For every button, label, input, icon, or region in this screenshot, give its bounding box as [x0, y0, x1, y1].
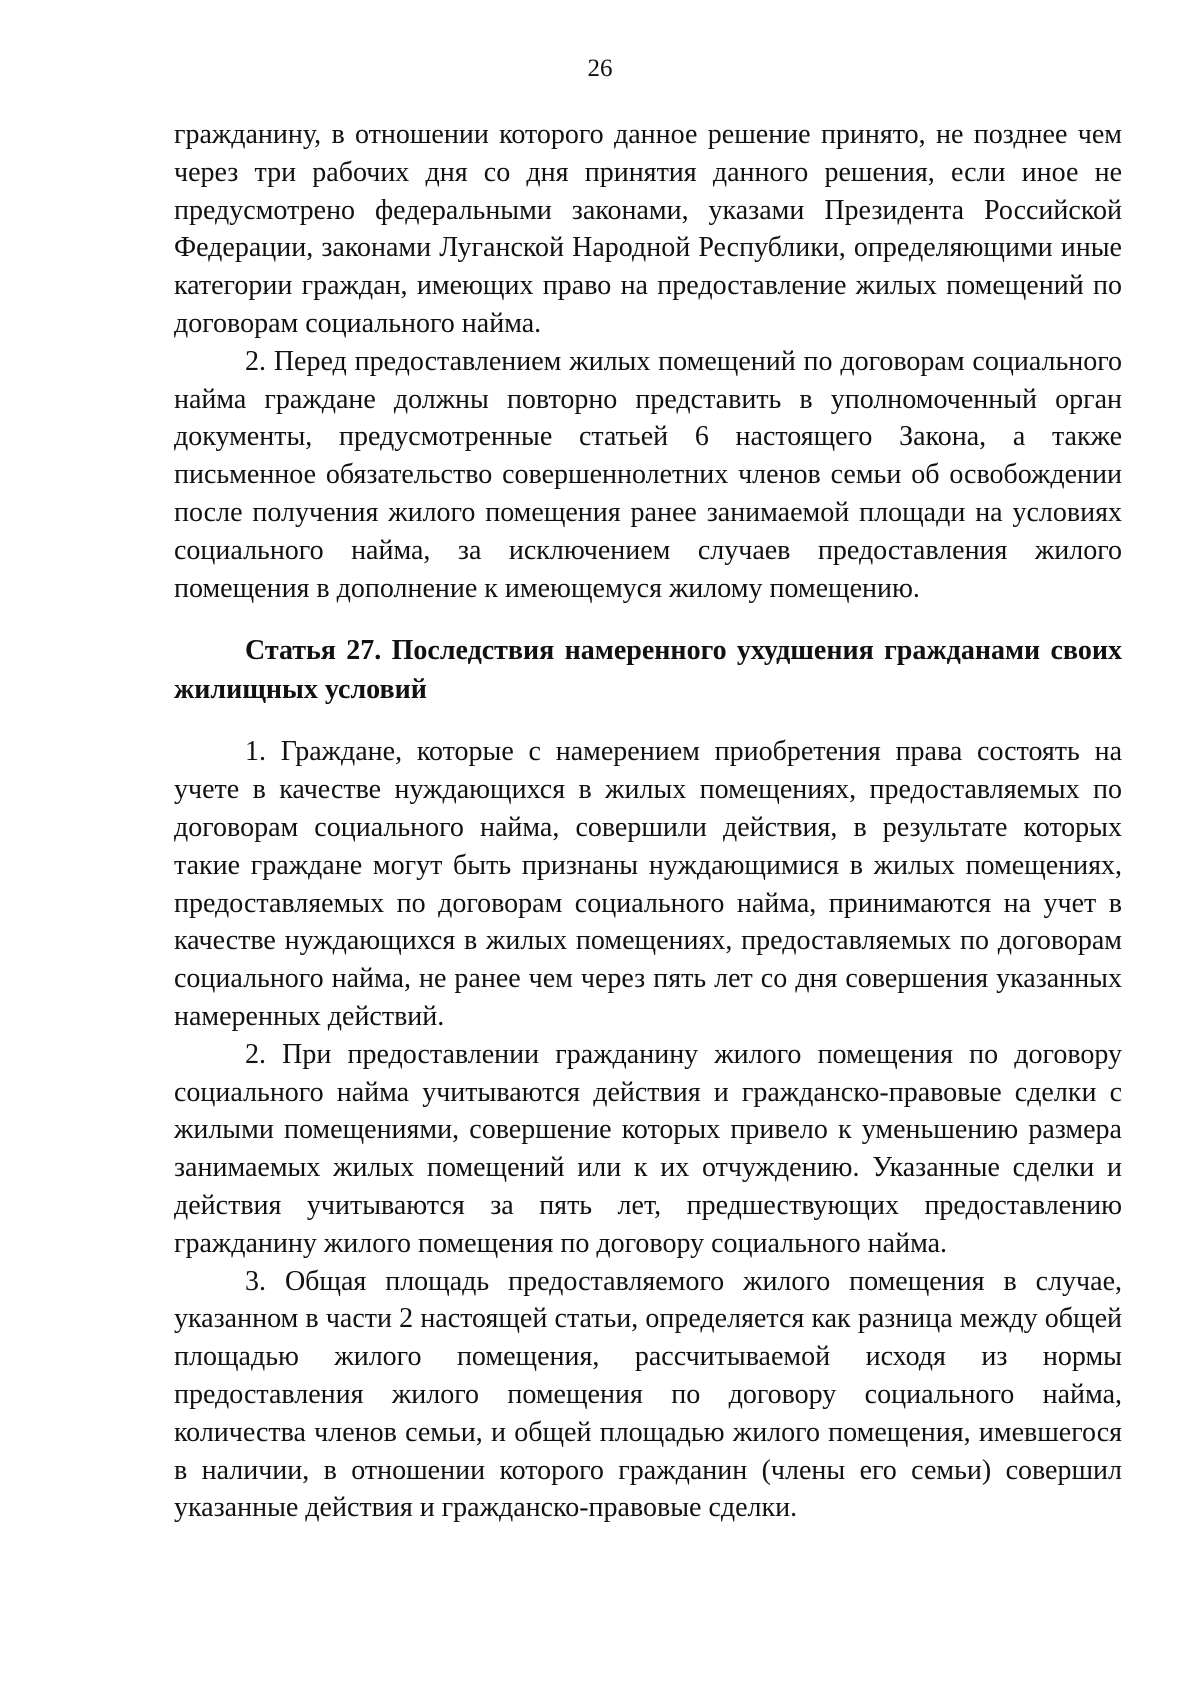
article-paragraph-1: 1. Граждане, которые с намерением приобретения права состоять на учете в качестве нуждающихся в жилых помещениях, предоставляемых по договорам социального найма, совершили действия, в результате которых такие граждане могут быть признаны нуждающимися в жилых помещениях, предоставляемых по договорам социального найма, принимаются на учет в качестве нуждающихся в жилых помещениях, предоставляемых по договорам социального найма, не ранее чем через пять лет со дня совершения указанных намеренных действий.: [174, 736, 1122, 1032]
article-title: Статья 27. Последствия намеренного ухудшения гражданами своих жилищных условий: [174, 635, 1122, 705]
article-paragraph-3: 3. Общая площадь предоставляемого жилого помещения в случае, указанном в части 2 настоящей статьи, определяется как разница между общей площадью жилого помещения, рассчитываемой исходя из нормы предоставления жилого помещения по договору социального найма, количества членов семьи, и общей площадью жилого помещения, имевшегося в наличии, в отношении которого гражданин (члены его семьи) совершил указанные действия и гражданско-правовые сделки.: [174, 1265, 1122, 1524]
document-body: [174, 116, 1122, 1527]
paragraph-item-2: 2. Перед предоставлением жилых помещений по договорам социального найма граждане должны повторно представить в уполномоченный орган документы, предусмотренные статьей 6 настоящего Закона, а также письменное обязательство совершеннолетних членов семьи об освобождении после получения жилого помещения ранее занимаемой площади на условиях социального найма, за исключением случаев предоставления жилого помещения в дополнение к имеющемуся жилому помещению.: [174, 345, 1122, 604]
continuation-paragraph: гражданину, в отношении которого данное решение принято, не позднее чем через три рабочих дня со дня принятия данного решения, если иное не предусмотрено федеральными законами, указами Президента Российской Федерации, законами Луганской Народной Республики, определяющими иные категории граждан, имеющих право на предоставление жилых помещений по договорам социального найма.: [174, 119, 1122, 339]
page-number: 26: [587, 55, 613, 82]
article-paragraph-2: 2. При предоставлении гражданину жилого помещения по договору социального найма учитываются действия и гражданско-правовые сделки с жилыми помещениями, совершение которых привело к уменьшению размера занимаемых жилых помещений или к их отчуждению. Указанные сделки и действия учитываются за пять лет, предшествующих предоставлению гражданину жилого помещения по договору социального найма.: [174, 1038, 1122, 1259]
